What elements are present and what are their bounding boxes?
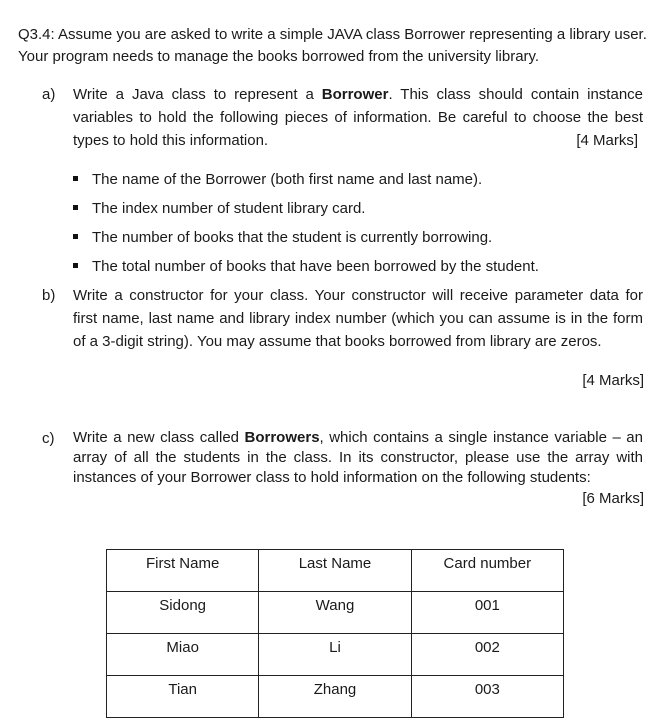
- part-b-line-3: of a 3-digit string). You may assume that books borrowed from library are zeros.: [73, 333, 602, 350]
- table-cell: Wang: [259, 592, 411, 634]
- part-a-line-1-pre: Write a Java class to represent a: [73, 86, 322, 103]
- part-a-line-1: [73, 84, 643, 106]
- part-b-line-1: Write a constructor for your class. Your constructor will receive parameter data for: [73, 287, 643, 304]
- part-b-line-2: first name, last name and library index number (which you can assume is in the form: [73, 310, 643, 327]
- table-header-row: [107, 550, 564, 592]
- bullet-item: [73, 256, 539, 278]
- part-c-marks: [6 Marks]: [582, 490, 644, 507]
- table-cell: Li: [259, 634, 411, 676]
- table-cell: 001: [411, 592, 563, 634]
- bullet-text: The name of the Borrower (both first name and last name).: [92, 171, 483, 188]
- table-cell: Sidong: [107, 592, 259, 634]
- table-cell: 002: [411, 634, 563, 676]
- table-row: [107, 634, 564, 676]
- bullet-text: The total number of books that have been borrowed by the student.: [92, 258, 539, 275]
- bullet-text: The index number of student library card.: [92, 200, 366, 217]
- part-a-line-2: variables to hold the following pieces of information. Be careful to choose the best: [73, 109, 643, 126]
- part-a-line-3: types to hold this information.: [73, 132, 269, 149]
- table-header-cell: Last Name: [259, 550, 411, 592]
- part-c-line-3: instances of your Borrower class to hold information on the following students:: [73, 469, 591, 486]
- table-cell: Miao: [107, 634, 259, 676]
- table-header-cell: First Name: [107, 550, 259, 592]
- part-a-line-1-post: . This class should contain instance: [388, 86, 643, 103]
- bullet-item: [73, 169, 482, 191]
- part-c-label: c): [42, 430, 55, 447]
- borrowers-bold-term: Borrowers: [244, 429, 320, 446]
- table-row: [107, 676, 564, 718]
- part-c-line-1-pre: Write a new class called: [73, 429, 245, 446]
- question-title-line-1: Q3.4: Assume you are asked to write a simple JAVA class Borrower representing a library user.: [18, 26, 647, 43]
- bullet-square-icon: [73, 205, 78, 210]
- part-c-line-1-post: , which contains a single instance variable – an: [319, 429, 643, 446]
- borrower-bold-term: Borrower: [321, 86, 389, 103]
- part-a-label: a): [42, 86, 56, 103]
- part-b-label: b): [42, 287, 56, 304]
- bullet-text: The number of books that the student is currently borrowing.: [92, 229, 493, 246]
- part-c-line-1: [73, 428, 643, 448]
- part-a-marks: [4 Marks]: [576, 132, 638, 149]
- students-table: [106, 549, 564, 718]
- table-cell: Zhang: [259, 676, 411, 718]
- table-header-cell: Card number: [411, 550, 563, 592]
- bullet-square-icon: [73, 263, 78, 268]
- table-row: [107, 592, 564, 634]
- table-cell: 003: [411, 676, 563, 718]
- part-b-marks: [4 Marks]: [582, 372, 644, 389]
- bullet-square-icon: [73, 176, 78, 181]
- bullet-square-icon: [73, 234, 78, 239]
- bullet-item: [73, 198, 365, 220]
- table-cell: Tian: [107, 676, 259, 718]
- part-c-line-2: array of all the students in the class. In its constructor, please use the array with: [73, 449, 643, 466]
- question-title-line-2: Your program needs to manage the books borrowed from the university library.: [18, 48, 540, 65]
- bullet-item: [73, 227, 492, 249]
